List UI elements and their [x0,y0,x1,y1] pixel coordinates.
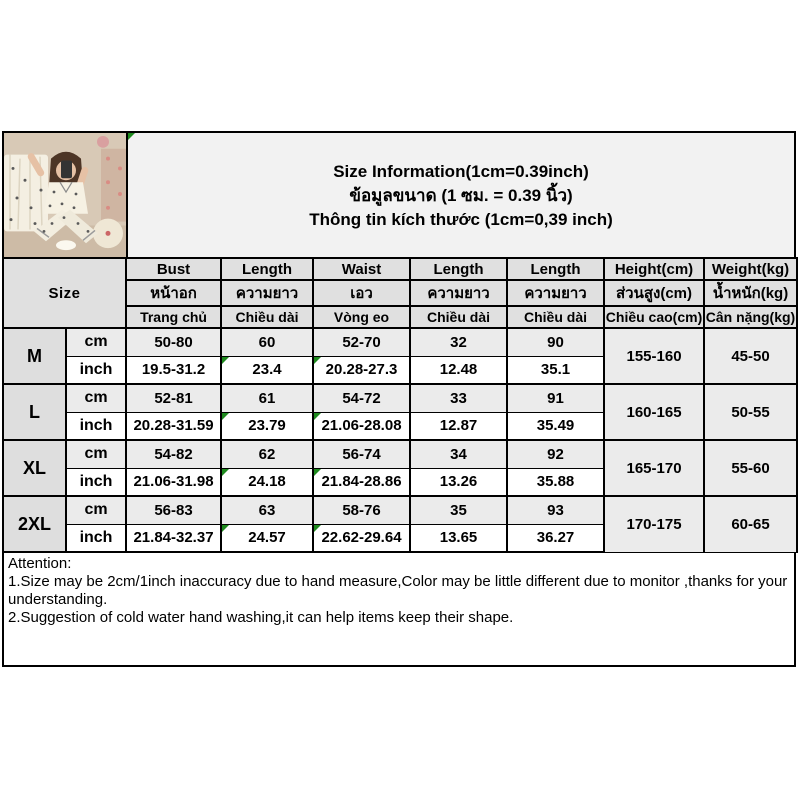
col-header-weight-vi: Cân nặng(kg) [704,306,797,328]
cell-flag-icon [128,133,135,140]
value-cell: 24.18 [221,468,313,496]
value-cell: 33 [410,384,507,412]
value-cell: 35.49 [507,412,604,440]
value-cell: 12.87 [410,412,507,440]
value-cell: 19.5-31.2 [126,356,221,384]
size-information-title [128,133,794,257]
header-band [2,131,796,257]
col-header-bust: Bust [126,258,221,280]
col-header-bust-th: หน้าอก [126,280,221,306]
unit-label-cm: cm [66,384,126,412]
cell-flag-icon [222,469,229,476]
col-header-weight: Weight(kg) [704,258,797,280]
value-cell: 20.28-31.59 [126,412,221,440]
table-row-2xl-cm [3,496,797,524]
col-header-height: Height(cm) [604,258,704,280]
col-header-length-3-th: ความยาว [507,280,604,306]
value-cell: 36.27 [507,524,604,552]
value-cell: 21.84-28.86 [313,468,410,496]
col-header-length-2-vi: Chiều dài [410,306,507,328]
table-row-xl-cm [3,440,797,468]
col-header-length-1: Length [221,258,313,280]
value-cell: 21.06-28.08 [313,412,410,440]
col-header-length-3: Length [507,258,604,280]
value-cell: 22.62-29.64 [313,524,410,552]
value-cell: 32 [410,328,507,356]
col-header-length-3-vi: Chiều dài [507,306,604,328]
cell-flag-icon [222,413,229,420]
value-cell: 56-83 [126,496,221,524]
value-cell: 93 [507,496,604,524]
height-value: 170-175 [604,496,704,552]
value-cell: 21.84-32.37 [126,524,221,552]
weight-value: 55-60 [704,440,797,496]
unit-label-cm: cm [66,328,126,356]
value-cell: 23.79 [221,412,313,440]
value-cell: 50-80 [126,328,221,356]
value-cell: 60 [221,328,313,356]
value-cell: 24.57 [221,524,313,552]
title-line-en: Size Information(1cm=0.39inch) [333,161,589,181]
weight-value: 45-50 [704,328,797,384]
size-chart-sheet [2,131,796,667]
value-cell: 34 [410,440,507,468]
attention-notes [2,553,796,667]
col-header-waist-th: เอว [313,280,410,306]
value-cell: 13.26 [410,468,507,496]
size-label-xl: XL [3,440,66,496]
value-cell: 20.28-27.3 [313,356,410,384]
size-table-header [3,258,797,328]
value-cell: 61 [221,384,313,412]
cell-flag-icon [314,525,321,532]
title-line-th: ข้อมูลขนาด (1 ซม. = 0.39 นิ้ว) [349,185,573,205]
col-header-length-1-vi: Chiều dài [221,306,313,328]
cell-flag-icon [314,413,321,420]
size-label-l: L [3,384,66,440]
product-photo [4,133,128,257]
unit-label-inch: inch [66,468,126,496]
col-header-waist: Waist [313,258,410,280]
attention-note-1: 1.Size may be 2cm/1inch inaccuracy due to hand measure,Color may be little different due to monitor ,thanks for your understanding. [8,573,788,608]
col-header-height-th: ส่วนสูง(cm) [604,280,704,306]
cell-flag-icon [222,357,229,364]
value-cell: 52-81 [126,384,221,412]
cell-flag-icon [314,357,321,364]
size-label-m: M [3,328,66,384]
value-cell: 35.88 [507,468,604,496]
cell-flag-icon [314,469,321,476]
value-cell: 56-74 [313,440,410,468]
value-cell: 35.1 [507,356,604,384]
col-header-waist-vi: Vòng eo [313,306,410,328]
size-label-2xl: 2XL [3,496,66,552]
weight-value: 60-65 [704,496,797,552]
unit-label-cm: cm [66,440,126,468]
attention-heading: Attention: [8,555,72,572]
height-value: 155-160 [604,328,704,384]
value-cell: 54-72 [313,384,410,412]
col-header-weight-th: น้ำหนัก(kg) [704,280,797,306]
unit-label-inch: inch [66,356,126,384]
value-cell: 52-70 [313,328,410,356]
col-header-bust-vi: Trang chủ [126,306,221,328]
value-cell: 54-82 [126,440,221,468]
title-line-vi: Thông tin kích thước (1cm=0,39 inch) [309,209,613,229]
value-cell: 35 [410,496,507,524]
value-cell: 21.06-31.98 [126,468,221,496]
size-corner-label: Size [3,258,126,328]
unit-label-inch: inch [66,524,126,552]
table-row-l-cm [3,384,797,412]
size-table-body [3,328,797,552]
value-cell: 92 [507,440,604,468]
value-cell: 12.48 [410,356,507,384]
value-cell: 90 [507,328,604,356]
value-cell: 62 [221,440,313,468]
product-photo-illustration [4,133,128,257]
value-cell: 58-76 [313,496,410,524]
col-header-length-2-th: ความยาว [410,280,507,306]
col-header-length-1-th: ความยาว [221,280,313,306]
height-value: 160-165 [604,384,704,440]
value-cell: 23.4 [221,356,313,384]
size-table [2,257,798,553]
value-cell: 63 [221,496,313,524]
cell-flag-icon [222,525,229,532]
height-value: 165-170 [604,440,704,496]
attention-note-2: 2.Suggestion of cold water hand washing,it can help items keep their shape. [8,609,514,626]
weight-value: 50-55 [704,384,797,440]
unit-label-inch: inch [66,412,126,440]
col-header-height-vi: Chiều cao(cm) [604,306,704,328]
unit-label-cm: cm [66,496,126,524]
header-row-english [3,258,797,280]
col-header-length-2: Length [410,258,507,280]
table-row-m-cm [3,328,797,356]
value-cell: 91 [507,384,604,412]
value-cell: 13.65 [410,524,507,552]
